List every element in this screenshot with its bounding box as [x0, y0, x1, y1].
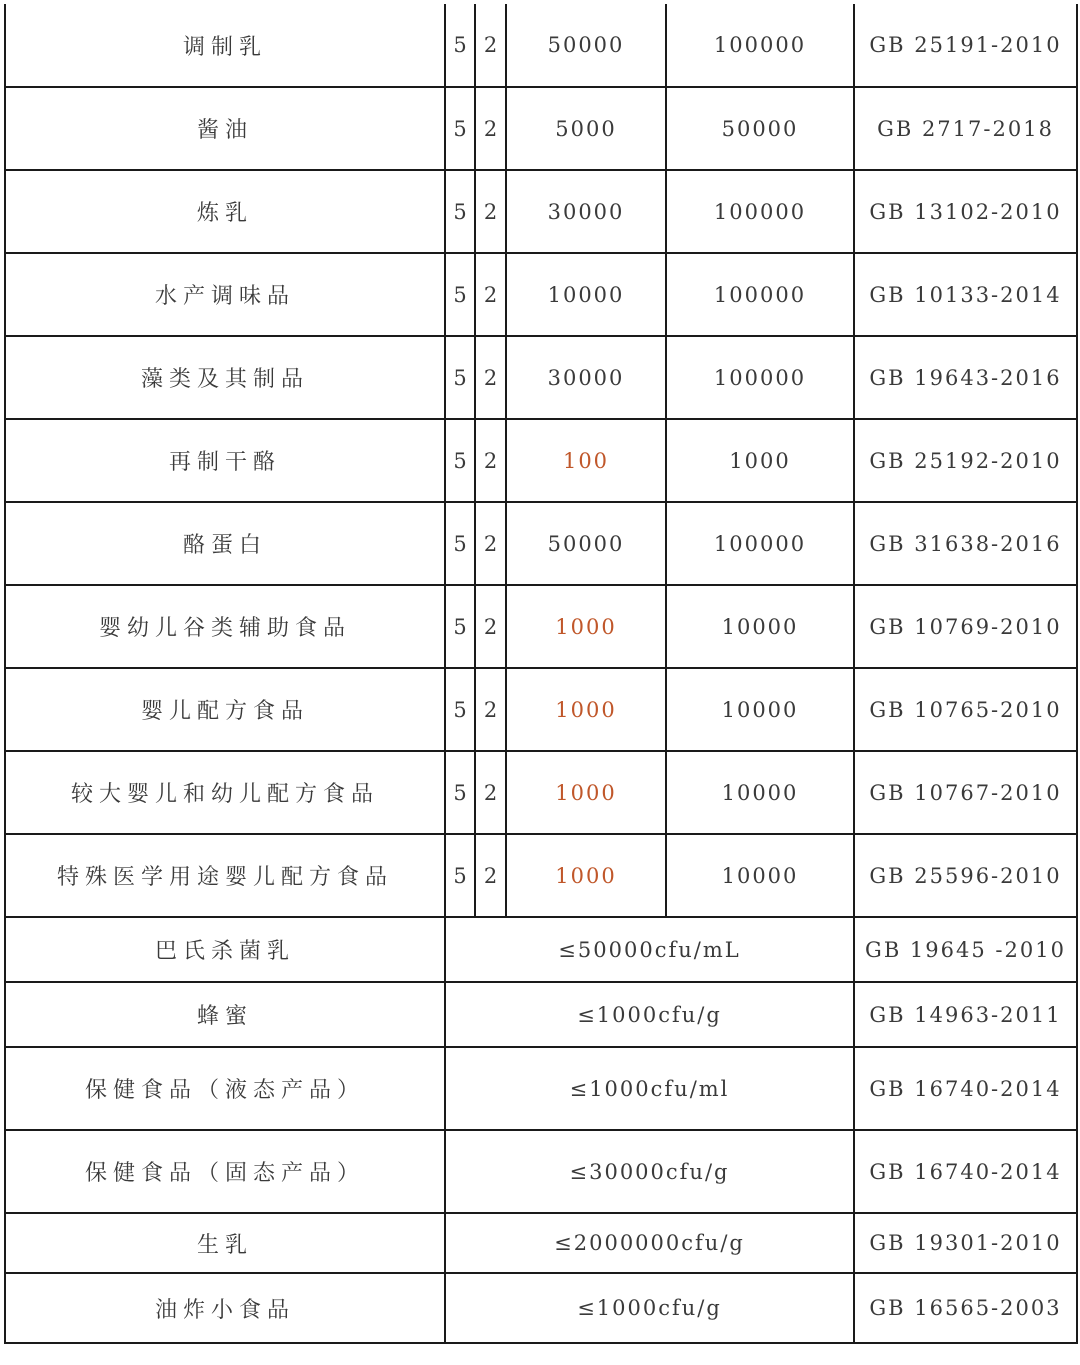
sample-count-n-cell: 5 — [445, 419, 475, 502]
sample-count-n-cell: 5 — [445, 170, 475, 253]
acceptance-c-cell: 2 — [475, 668, 506, 751]
standard-code-cell: GB 25192-2010 — [854, 419, 1077, 502]
sample-count-n-cell: 5 — [445, 751, 475, 834]
standard-code-cell: GB 19645 -2010 — [854, 917, 1077, 982]
limit-m-cell: 1000 — [506, 834, 666, 917]
standard-code-cell: GB 19643-2016 — [854, 336, 1077, 419]
microbial-limits-table — [4, 4, 1078, 1344]
food-category-cell: 较大婴儿和幼儿配方食品 — [5, 751, 445, 834]
sample-count-n-cell: 5 — [445, 668, 475, 751]
limit-m-cell: 100 — [506, 419, 666, 502]
limit-M-cell: 100000 — [666, 170, 854, 253]
food-category-cell: 调制乳 — [5, 4, 445, 87]
standard-code-cell: GB 16565-2003 — [854, 1273, 1077, 1343]
table-row — [5, 1047, 1077, 1130]
food-category-cell: 婴幼儿谷类辅助食品 — [5, 585, 445, 668]
limit-M-cell: 100000 — [666, 336, 854, 419]
sample-count-n-cell: 5 — [445, 4, 475, 87]
acceptance-c-cell: 2 — [475, 502, 506, 585]
acceptance-c-cell: 2 — [475, 4, 506, 87]
table-row — [5, 4, 1077, 87]
limit-M-cell: 100000 — [666, 4, 854, 87]
standard-code-cell: GB 13102-2010 — [854, 170, 1077, 253]
standard-code-cell: GB 25596-2010 — [854, 834, 1077, 917]
acceptance-c-cell: 2 — [475, 834, 506, 917]
limit-m-cell: 30000 — [506, 170, 666, 253]
limit-m-cell: 5000 — [506, 87, 666, 170]
standard-code-cell: GB 10767-2010 — [854, 751, 1077, 834]
table-row — [5, 1213, 1077, 1273]
limit-value-cell: ≤30000cfu/g — [445, 1130, 854, 1213]
sample-count-n-cell: 5 — [445, 585, 475, 668]
limit-m-cell: 50000 — [506, 4, 666, 87]
table-row — [5, 668, 1077, 751]
limit-m-cell: 1000 — [506, 585, 666, 668]
food-category-cell: 炼乳 — [5, 170, 445, 253]
food-category-cell: 保健食品（固态产品） — [5, 1130, 445, 1213]
standard-code-cell: GB 2717-2018 — [854, 87, 1077, 170]
acceptance-c-cell: 2 — [475, 585, 506, 668]
acceptance-c-cell: 2 — [475, 87, 506, 170]
standard-code-cell: GB 31638-2016 — [854, 502, 1077, 585]
food-category-cell: 生乳 — [5, 1213, 445, 1273]
food-category-cell: 特殊医学用途婴儿配方食品 — [5, 834, 445, 917]
limit-M-cell: 100000 — [666, 502, 854, 585]
sample-count-n-cell: 5 — [445, 336, 475, 419]
food-category-cell: 保健食品（液态产品） — [5, 1047, 445, 1130]
sample-count-n-cell: 5 — [445, 834, 475, 917]
limit-M-cell: 100000 — [666, 253, 854, 336]
table-row — [5, 834, 1077, 917]
food-category-cell: 蜂蜜 — [5, 982, 445, 1047]
limit-value-cell: ≤1000cfu/ml — [445, 1047, 854, 1130]
food-category-cell: 巴氏杀菌乳 — [5, 917, 445, 982]
limit-M-cell: 10000 — [666, 668, 854, 751]
standard-code-cell: GB 25191-2010 — [854, 4, 1077, 87]
table-row — [5, 87, 1077, 170]
limit-M-cell: 50000 — [666, 87, 854, 170]
acceptance-c-cell: 2 — [475, 751, 506, 834]
food-category-cell: 水产调味品 — [5, 253, 445, 336]
acceptance-c-cell: 2 — [475, 336, 506, 419]
sample-count-n-cell: 5 — [445, 502, 475, 585]
table-row — [5, 170, 1077, 253]
table-row — [5, 502, 1077, 585]
limit-value-cell: ≤1000cfu/g — [445, 982, 854, 1047]
table-row — [5, 336, 1077, 419]
standard-code-cell: GB 19301-2010 — [854, 1213, 1077, 1273]
limit-M-cell: 10000 — [666, 834, 854, 917]
sample-count-n-cell: 5 — [445, 87, 475, 170]
table-row — [5, 982, 1077, 1047]
sample-count-n-cell: 5 — [445, 253, 475, 336]
standard-code-cell: GB 10769-2010 — [854, 585, 1077, 668]
table-row — [5, 1273, 1077, 1343]
limit-value-cell: ≤50000cfu/mL — [445, 917, 854, 982]
table-row — [5, 253, 1077, 336]
limit-M-cell: 1000 — [666, 419, 854, 502]
limit-m-cell: 1000 — [506, 751, 666, 834]
table-row — [5, 1130, 1077, 1213]
limit-m-cell: 10000 — [506, 253, 666, 336]
food-category-cell: 油炸小食品 — [5, 1273, 445, 1343]
limit-m-cell: 50000 — [506, 502, 666, 585]
table-row — [5, 917, 1077, 982]
table-body — [5, 4, 1077, 1343]
limit-M-cell: 10000 — [666, 585, 854, 668]
table-row — [5, 585, 1077, 668]
limit-value-cell: ≤2000000cfu/g — [445, 1213, 854, 1273]
acceptance-c-cell: 2 — [475, 419, 506, 502]
food-category-cell: 婴儿配方食品 — [5, 668, 445, 751]
food-category-cell: 酱油 — [5, 87, 445, 170]
food-category-cell: 藻类及其制品 — [5, 336, 445, 419]
acceptance-c-cell: 2 — [475, 253, 506, 336]
limit-value-cell: ≤1000cfu/g — [445, 1273, 854, 1343]
standard-code-cell: GB 14963-2011 — [854, 982, 1077, 1047]
standard-code-cell: GB 16740-2014 — [854, 1047, 1077, 1130]
table-row — [5, 419, 1077, 502]
standard-code-cell: GB 16740-2014 — [854, 1130, 1077, 1213]
food-category-cell: 酪蛋白 — [5, 502, 445, 585]
table-row — [5, 751, 1077, 834]
limit-m-cell: 1000 — [506, 668, 666, 751]
food-category-cell: 再制干酪 — [5, 419, 445, 502]
limit-m-cell: 30000 — [506, 336, 666, 419]
acceptance-c-cell: 2 — [475, 170, 506, 253]
standard-code-cell: GB 10765-2010 — [854, 668, 1077, 751]
limit-M-cell: 10000 — [666, 751, 854, 834]
standard-code-cell: GB 10133-2014 — [854, 253, 1077, 336]
